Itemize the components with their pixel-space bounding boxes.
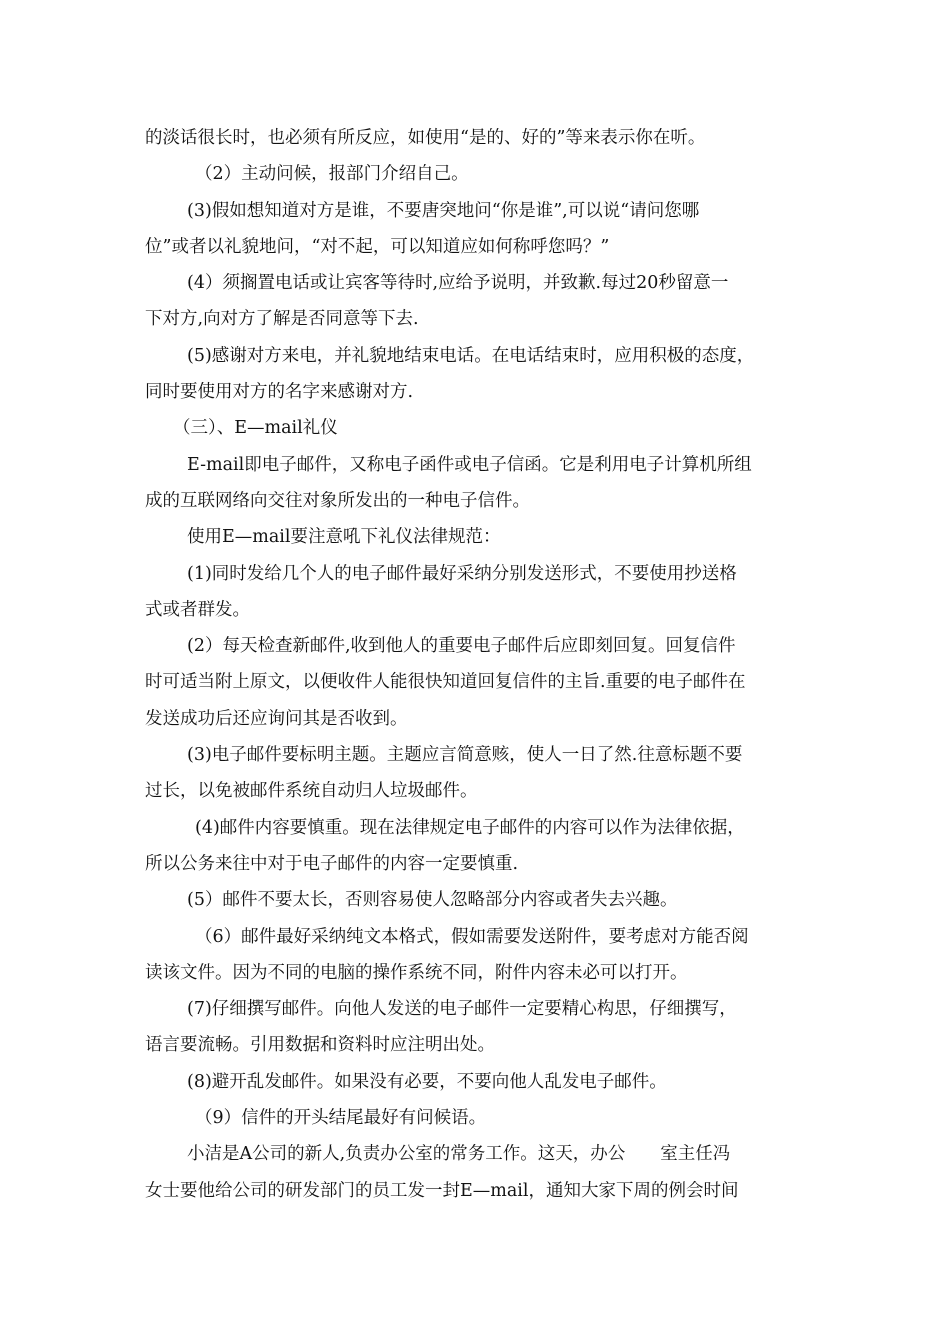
paragraph-line: (4)邮件内容要慎重。现在法律规定电子邮件的内容可以作为法律依据，: [195, 817, 745, 838]
paragraph-line: 女士要他给公司的研发部门的员工发一封E—mail，通知大家下周的例会时间: [145, 1180, 739, 1201]
paragraph-line: (3)假如想知道对方是谁，不要唐突地问“你是谁”,可以说“请问您哪: [187, 200, 700, 221]
paragraph-line: 位”或者以礼貌地问，“对不起，可以知道应如何称呼您吗？”: [145, 236, 610, 257]
paragraph-line: (3)电子邮件要标明主题。主题应言简意赅，使人一日了然.往意标题不要: [187, 745, 743, 766]
paragraph-line: 式或者群发。: [145, 599, 250, 620]
paragraph-line: (1)同时发给几个人的电子邮件最好采纳分别发送形式，不要使用抄送格: [187, 563, 737, 584]
paragraph-line: 下对方,向对方了解是否同意等下去.: [145, 309, 419, 330]
paragraph-line: 所以公务来往中对于电子邮件的内容一定要慎重.: [145, 853, 519, 874]
paragraph-line: 的淡话很长时，也必须有所反应，如使用“是的、好的”等来表示你在听。: [145, 128, 706, 148]
document-body: [145, 120, 810, 1209]
paragraph-line: (5）邮件不要太长，否则容易使人忽略部分内容或者失去兴趣。: [187, 890, 678, 911]
paragraph-line: (5)感谢对方来电，并礼貌地结束电话。在电话结束时，应用积极的态度，: [187, 345, 755, 366]
section-heading: （三）、E—mail礼仪: [173, 418, 338, 439]
paragraph-line: 语言要流畅。引用数据和资料时应注明出处。: [145, 1035, 495, 1056]
paragraph-line: （9）信件的开头结尾最好有问候语。: [195, 1108, 487, 1129]
paragraph-line: 成的互联网络向交往对象所发出的一种电子信件。: [145, 490, 530, 511]
paragraph-line: 同时要使用对方的名字来感谢对方.: [145, 382, 414, 403]
paragraph-line: (7)仔细撰写邮件。向他人发送的电子邮件一定要精心构思，仔细撰写，: [187, 999, 737, 1020]
paragraph-line: (2）每天检查新邮件,收到他人的重要电子邮件后应即刻回复。回复信件: [187, 636, 736, 657]
paragraph-line: E-mail即电子邮件，又称电子函件或电子信函。它是利用电子计算机所组: [187, 454, 752, 475]
paragraph-line: 时可适当附上原文，以便收件人能很快知道回复信件的主旨.重要的电子邮件在: [145, 672, 746, 693]
paragraph-line: 使用E—mail要注意吼下礼仪法律规范：: [187, 527, 501, 548]
paragraph-line: 读该文件。因为不同的电脑的操作系统不同，附件内容未必可以打开。: [145, 962, 688, 983]
paragraph-line: 过长，以免被邮件系统自动归人垃圾邮件。: [145, 781, 478, 802]
paragraph-line: 小洁是A公司的新人,负责办公室的常务工作。这天，办公 室主任冯: [187, 1144, 731, 1165]
paragraph-line: (8)避开乱发邮件。如果没有必要，不要向他人乱发电子邮件。: [187, 1071, 667, 1092]
paragraph-line: 发送成功后还应询问其是否收到。: [145, 708, 408, 729]
paragraph-line: (4）须搁置电话或让宾客等待时,应给予说明，并致歉.每过20秒留意一: [187, 273, 729, 294]
paragraph-line: （6）邮件最好采纳纯文本格式，假如需要发送附件，要考虑对方能否阅: [195, 926, 749, 947]
paragraph-line: （2）主动问候，报部门介绍自己。: [195, 164, 469, 185]
